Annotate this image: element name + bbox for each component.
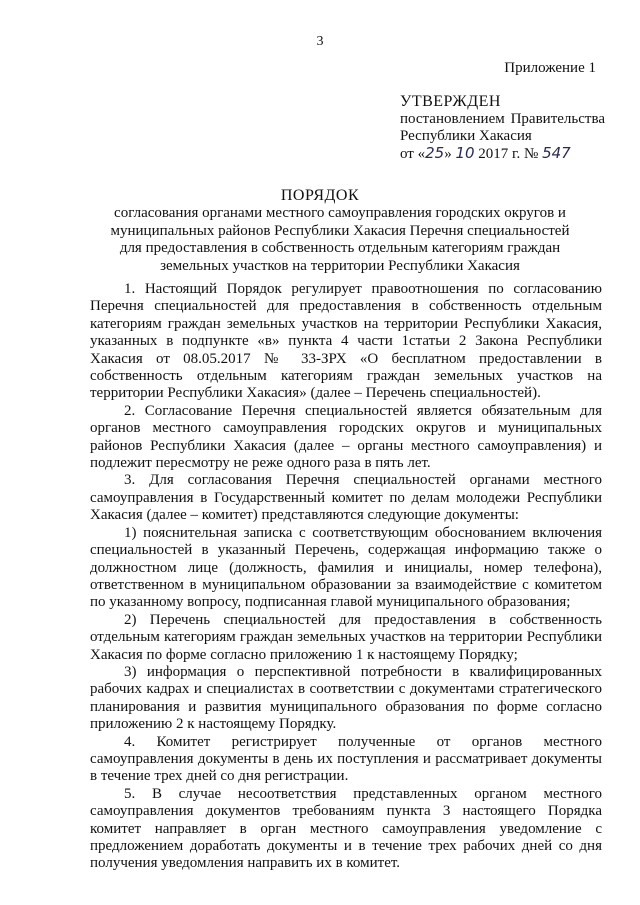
subparagraph-1: 1) пояснительная записка с соответствующим обоснованием включения специальностей в указанный Перечень, содержащая информацию также о должностном лице (должность, фамилия и инициалы, номер телефона), ответственном в муниципальном образовании за взаимодействие с комитетом по указанному вопросу, подписанная главой муниципального образования; — [90, 524, 602, 611]
date-prefix: от « — [400, 146, 426, 162]
subparagraph-2: 2) Перечень специальностей для предоставления в собственность отдельным категориям граждан земельных участков на территории Республики Хакасия по форме согласно приложению 1 к настоящему Порядку; — [90, 611, 602, 663]
approval-block — [400, 93, 605, 163]
appendix-label: Приложение 1 — [504, 60, 596, 76]
paragraph-5: 5. В случае несоответствия представленных органом местного самоуправления документов требованиям пункта 3 настоящего Порядка комитет направляет в орган местного самоуправления уведомление с предложением доработать документы и в течение трех рабочих дней со дня получения уведомления направить их в комитет. — [90, 785, 602, 872]
date-mid: » — [444, 146, 456, 162]
approval-line-1 — [400, 111, 605, 128]
handwritten-number: 547 — [542, 144, 571, 162]
approval-resolution: постановлением — [400, 111, 505, 127]
document-subtitle: согласования органами местного самоуправления городских округов и муниципальных районов Республики Хакасия Перечня специальностей для предоставления в собственность отдельным категориям граждан земельных участков на территории Республики Хакасия — [110, 205, 570, 274]
handwritten-month: 10 — [455, 144, 475, 162]
handwritten-day: 25 — [425, 144, 445, 162]
paragraph-4: 4. Комитет регистрирует полученные от органов местного самоуправления документы в день их поступления и рассматривает документы в течение трех дней со дня регистрации. — [90, 733, 602, 785]
subparagraph-3: 3) информация о перспективной потребности в квалифицированных рабочих кадрах и специалистах в соответствии с документами стратегического планирования и развития муниципального образования по форме согласно приложению 2 к настоящему Порядку. — [90, 663, 602, 733]
paragraph-1: 1. Настоящий Порядок регулирует правоотношения по согласованию Перечня специальностей для предоставления в собственность отдельным категориям граждан земельных участков на территории Республики Хакасия, указанных в подпункте «в» пункта 4 части 1статьи 2 Закона Республики Хакасия от 08.05.2017 № 33-ЗРХ «О бесплатном предоставлении в собственность отдельным категориям граждан земельных участков на территории Республики Хакасия» (далее – Перечень специальностей). — [90, 281, 602, 402]
page-number: 3 — [316, 34, 324, 49]
approval-heading: УТВЕРЖДЕН — [400, 93, 501, 110]
approval-government: Правительства — [510, 111, 605, 127]
document-body — [90, 281, 602, 873]
paragraph-3: 3. Для согласования Перечня специальностей органами местного самоуправления в Государственный комитет по делам молодежи Республики Хакасия (далее – комитет) представляются следующие документы: — [90, 472, 602, 524]
paragraph-2: 2. Согласование Перечня специальностей является обязательным для органов местного самоуправления городских округов и муниципальных районов Республики Хакасия (далее – органы местного самоуправления) и подлежит пересмотру не реже одного раза в пять лет. — [90, 402, 602, 472]
date-year: 2017 г. № — [474, 146, 543, 162]
document-title: ПОРЯДОК — [280, 187, 360, 204]
approval-date-line — [400, 145, 605, 163]
approval-republic: Республики Хакасия — [400, 128, 532, 144]
